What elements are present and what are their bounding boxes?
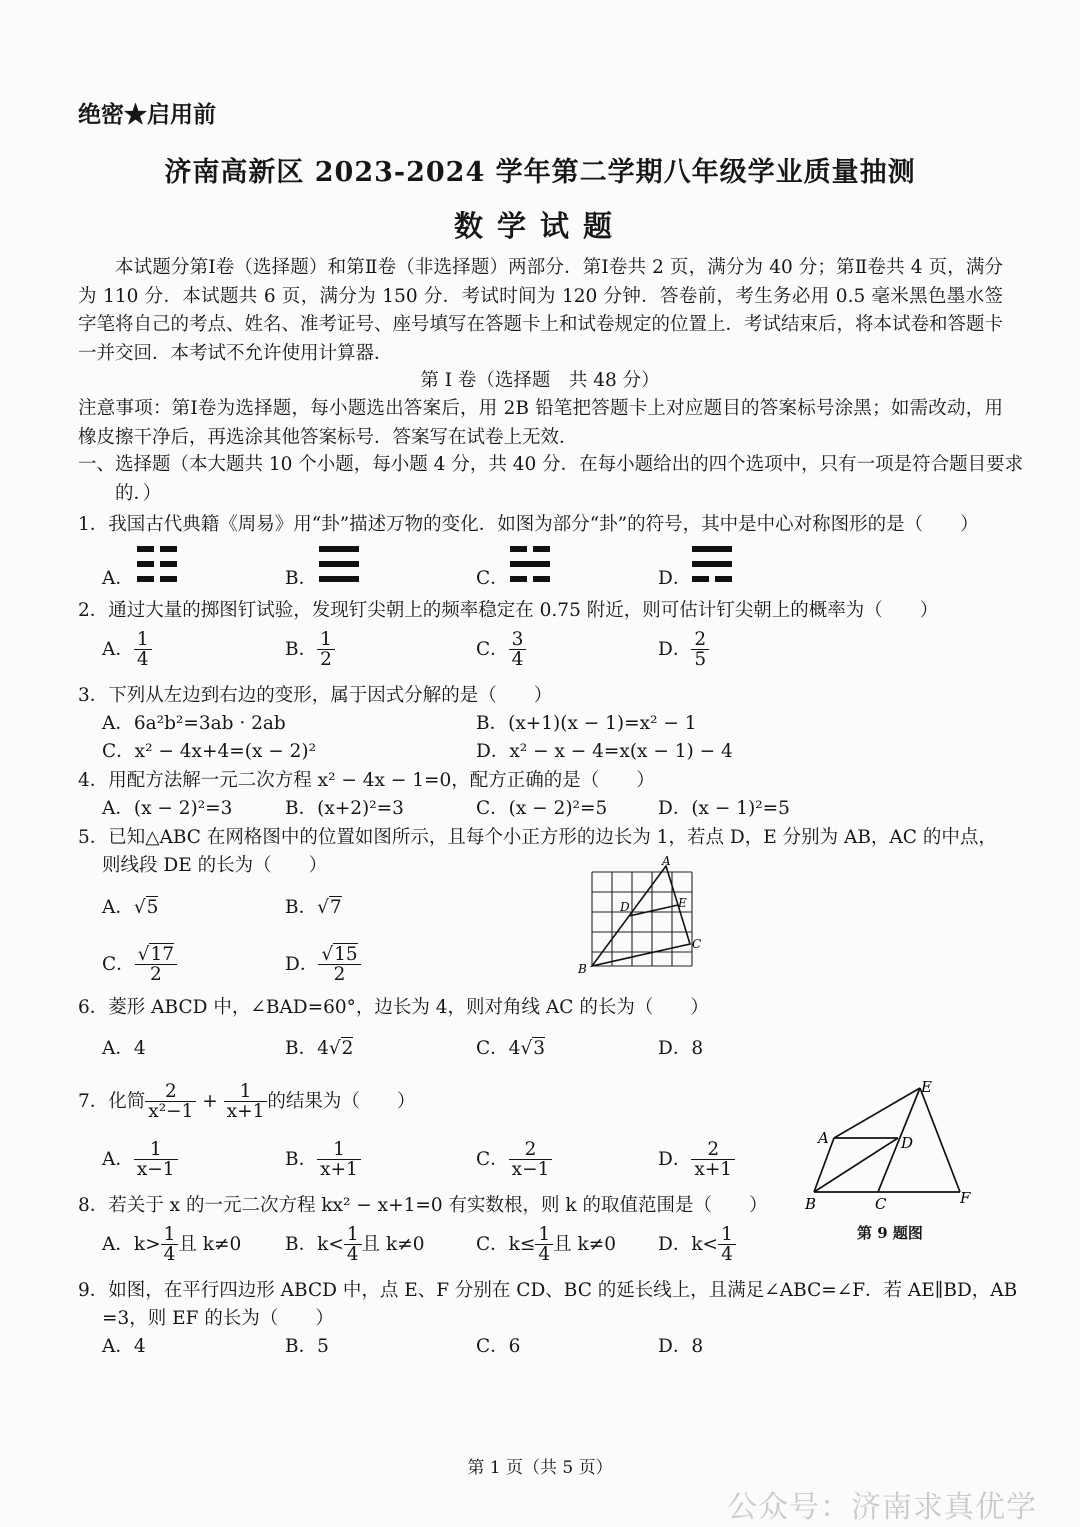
q7-option-c: C． $\frac{2}{x-1}$ xyxy=(476,1140,552,1180)
q4-option-d: D．(x − 1)²=5 xyxy=(658,798,790,819)
q9-figure-caption: 第 9 题图 xyxy=(857,1224,923,1242)
q8-option-c: C．k≤ $\frac{1}{4}$ 且 k≠0 xyxy=(476,1224,617,1266)
q2-option-a: A． $\frac{1}{4}$ xyxy=(102,630,152,670)
q5-option-d: D． $\frac{√15}{2}$ xyxy=(285,945,361,985)
trigram-a-icon xyxy=(137,546,177,584)
fig9-label-c: C xyxy=(875,1195,887,1213)
intro-paragraph: 本试题分第Ⅰ卷（选择题）和第Ⅱ卷（非选择题）两部分．第Ⅰ卷共 2 页，满分为 40 分；第Ⅱ卷共 4 页，满分为 110 分．本试题共 6 页，满分为 150 分．考试时间为 120 分钟．答卷前，考生务必用 0.5 毫米黑色墨水签字笔将自己的考点、姓名、准考证号、座号填写在答题卡上和试卷规定的位置上．考试结束后，将本试卷和答题卡一并交回．本考试不允许使用计算器． xyxy=(78,257,1004,364)
q8-stem: 8．若关于 x 的一元二次方程 kx² − x+1=0 有实数根，则 k 的取值范围是（ ） xyxy=(78,1195,768,1216)
q1-option-d-label: D． xyxy=(658,568,692,589)
q7-option-d: D． $\frac{2}{x+1}$ xyxy=(658,1140,735,1180)
q9-stem-line2: =3，则 EF 的长为（ ） xyxy=(102,1308,334,1329)
q8-option-b: B．k< $\frac{1}{4}$ 且 k≠0 xyxy=(285,1224,425,1266)
notice-paragraph: 注意事项：第Ⅰ卷为选择题，每小题选出答案后，用 2B 铅笔把答题卡上对应题目的答案标号涂黑；如需改动，用橡皮擦干净后，再选涂其他答案标号．答案写在试卷上无效． xyxy=(78,398,1003,448)
q1-option-b-label: B． xyxy=(285,568,318,589)
q5-option-c: C． $\frac{√17}{2}$ xyxy=(102,945,177,985)
part1-title: 第 I 卷（选择题 共 48 分） xyxy=(420,370,660,391)
q9-stem-line1: 9．如图，在平行四边形 ABCD 中，点 E、F 分别在 CD、BC 的延长线上，且满足∠ABC=∠F．若 AE∥BD，AB xyxy=(78,1280,1018,1301)
q2-option-c: C． $\frac{3}{4}$ xyxy=(476,630,526,670)
q6-option-b: B．4√2 xyxy=(285,1038,354,1059)
section-heading: 一、选择题（本大题共 10 个小题，每小题 4 分，共 40 分．在每小题给出的四个选项中，只有一项是符合题目要求的．） xyxy=(78,454,1024,504)
q2-option-d: D． $\frac{2}{5}$ xyxy=(658,630,709,670)
q1-option-a-label: A． xyxy=(102,568,134,589)
q6-option-c: C．4√3 xyxy=(476,1038,546,1059)
q4-stem: 4．用配方法解一元二次方程 x² − 4x − 1=0，配方正确的是（ ） xyxy=(78,770,655,791)
q4-option-c: C．(x − 2)²=5 xyxy=(476,798,608,819)
fig9-label-e: E xyxy=(921,1078,932,1096)
q5-stem-line2: 则线段 DE 的长为（ ） xyxy=(102,855,328,876)
q8-option-d: D．k< $\frac{1}{4}$ xyxy=(658,1225,736,1265)
exam-subtitle: 数学试题 xyxy=(453,209,626,243)
secret-label: 绝密★启用前 xyxy=(78,101,216,128)
q3-stem: 3．下列从左边到右边的变形，属于因式分解的是（ ） xyxy=(78,685,553,706)
q5-option-a: A．√5 xyxy=(102,897,159,918)
q7-option-b: B． $\frac{1}{x+1}$ xyxy=(285,1140,361,1180)
q5-grid-figure xyxy=(574,852,700,978)
q3-option-a: A．6a²b²=3ab · 2ab xyxy=(102,713,286,734)
fig5-label-c: C xyxy=(692,937,702,951)
q9-option-c: C．6 xyxy=(476,1336,521,1357)
q7-option-a: A． $\frac{1}{x-1}$ xyxy=(102,1140,178,1180)
q4-option-a: A．(x − 2)²=3 xyxy=(102,798,233,819)
q5-stem-line1: 5．已知△ABC 在网格图中的位置如图所示，且每个小正方形的边长为 1，若点 D，E 分别为 AB，AC 的中点， xyxy=(78,827,997,848)
q6-stem: 6．菱形 ABCD 中，∠BAD=60°，边长为 4，则对角线 AC 的长为（ ） xyxy=(78,997,709,1018)
q1-stem: 1．我国古代典籍《周易》用“卦”描述万物的变化．如图为部分“卦”的符号，其中是中心对称图形的是（ ） xyxy=(78,514,979,535)
fig5-label-e: E xyxy=(678,896,687,910)
page-footer: 第 1 页（共 5 页） xyxy=(467,1458,613,1478)
q9-option-a: A．4 xyxy=(102,1336,146,1357)
q9-option-b: B．5 xyxy=(285,1336,329,1357)
q9-figure xyxy=(800,1076,990,1246)
trigram-c-icon xyxy=(510,546,550,584)
q3-option-d: D．x² − x − 4=x(x − 1) − 4 xyxy=(476,741,733,762)
fig5-label-d: D xyxy=(620,900,630,914)
fig9-label-f: F xyxy=(960,1189,971,1207)
q3-option-c: C．x² − 4x+4=(x − 2)² xyxy=(102,741,317,762)
q6-option-a: A．4 xyxy=(102,1038,146,1059)
fig5-label-a: A xyxy=(662,854,671,868)
watermark: 公众号：济南求真优学 xyxy=(727,1490,1037,1525)
fig9-label-d: D xyxy=(901,1134,914,1152)
q7-stem: 7．化简 $\frac{2}{\text{x²−1}}$ + $\frac{1}{x+1}$ 的结果为（ ） xyxy=(78,1081,416,1123)
q2-stem: 2．通过大量的掷图钉试验，发现钉尖朝上的频率稳定在 0.75 附近，则可估计钉尖朝上的概率为（ ） xyxy=(78,600,939,621)
fig9-label-a: A xyxy=(818,1129,829,1147)
q3-option-b: B．(x+1)(x − 1)=x² − 1 xyxy=(476,713,697,734)
q6-option-d: D．8 xyxy=(658,1038,704,1059)
q1-option-c-label: C． xyxy=(476,568,509,589)
exam-title: 济南高新区 2023-2024 学年第二学期八年级学业质量抽测 xyxy=(164,157,916,188)
fig5-label-b: B xyxy=(578,962,587,976)
q9-option-d: D．8 xyxy=(658,1336,704,1357)
trigram-b-icon xyxy=(319,546,359,584)
q2-option-b: B． $\frac{1}{2}$ xyxy=(285,630,335,670)
fig9-label-b: B xyxy=(805,1195,817,1213)
q8-option-a: A．k> $\frac{1}{4}$ 且 k≠0 xyxy=(102,1224,242,1266)
q5-option-b: B．√7 xyxy=(285,897,342,918)
trigram-d-icon xyxy=(692,546,732,584)
q4-option-b: B．(x+2)²=3 xyxy=(285,798,404,819)
